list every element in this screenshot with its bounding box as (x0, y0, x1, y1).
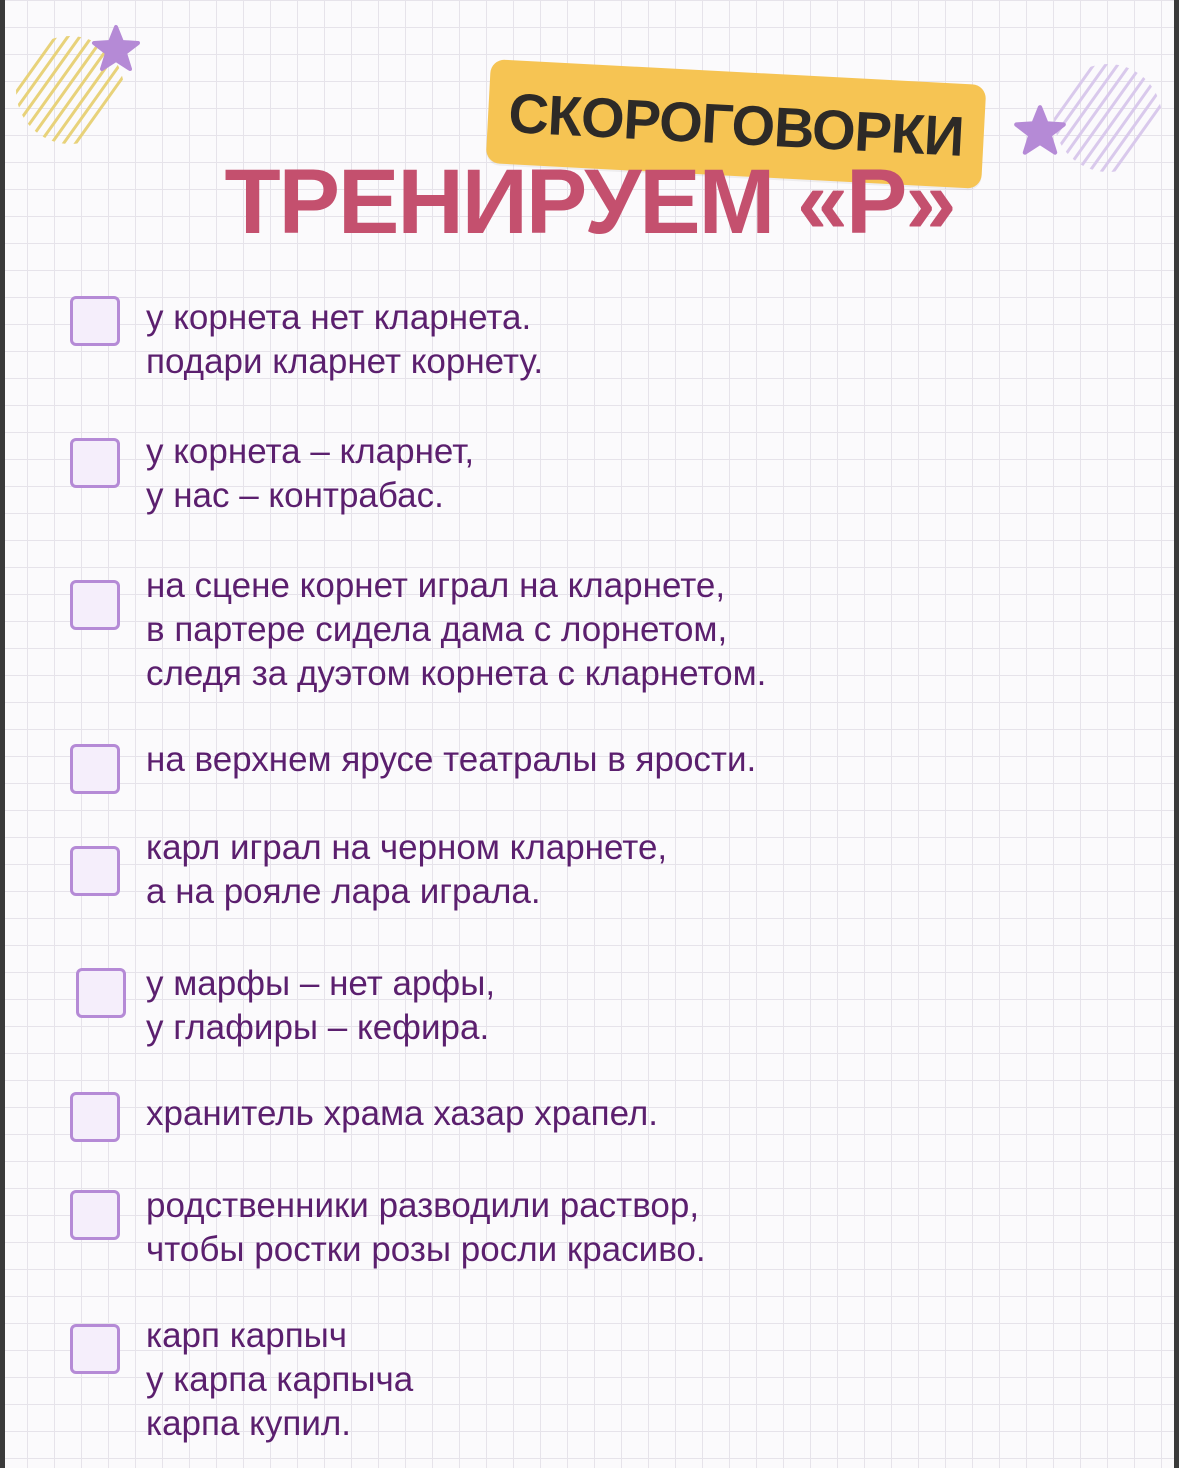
tongue-twister-text: хранитель храма хазар храпел. (146, 1094, 659, 1133)
tongue-twister-text: на сцене корнет играл на кларнете, в партере сидела дама с лорнетом, следя за дуэтом корнета с кларнетом. (146, 566, 767, 693)
page-title: ТРЕНИРУЕМ «Р» (224, 151, 955, 253)
checkbox[interactable] (70, 1092, 120, 1142)
checkbox[interactable] (70, 438, 120, 488)
tongue-twister-text: на верхнем ярусе театралы в ярости. (146, 740, 757, 779)
checkbox[interactable] (70, 580, 120, 630)
tongue-twister-text: родственники разводили раствор, чтобы ростки розы росли красиво. (146, 1186, 706, 1269)
checkbox[interactable] (76, 968, 126, 1018)
tongue-twister-text: карл играл на черном кларнете, а на рояле лара играла. (146, 828, 668, 911)
checkbox[interactable] (70, 1324, 120, 1374)
checkbox[interactable] (70, 846, 120, 896)
tongue-twister-text: у корнета нет кларнета. подари кларнет корнету. (146, 298, 544, 381)
tongue-twister-text: у корнета – кларнет, у нас – контрабас. (146, 432, 475, 515)
checkbox[interactable] (70, 1190, 120, 1240)
star-icon (90, 24, 142, 74)
tongue-twister-text: у марфы – нет арфы, у глафиры – кефира. (146, 964, 496, 1047)
star-icon (1012, 104, 1068, 158)
checkbox[interactable] (70, 296, 120, 346)
category-badge-label: СКОРОГОВОРКИ (507, 80, 965, 168)
checkbox[interactable] (70, 744, 120, 794)
tongue-twister-text: карп карпыч у карпа карпыча карпа купил. (146, 1316, 414, 1443)
